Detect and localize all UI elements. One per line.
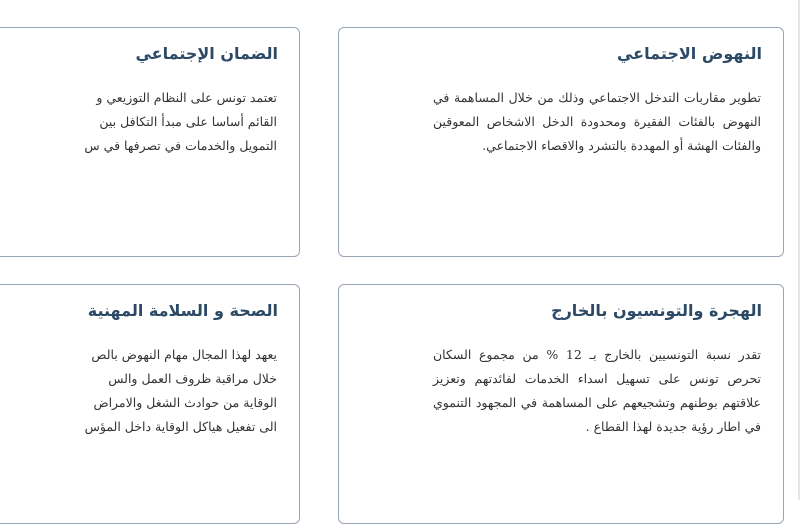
card-migration-tunisians-abroad[interactable] xyxy=(338,284,784,524)
card-body: تطوير مقاربات التدخل الاجتماعي وذلك من خلال المساهمة في النهوض بالفئات الفقيرة ومحدودة الدخل الاشخاص المعوقين والفئات الهشة أو المهددة بالتشرد والاقصاء الاجتماعي. xyxy=(433,90,761,153)
card-body-line: الى تفعيل هياكل الوقاية داخل المؤس xyxy=(84,419,277,434)
card-body-line: خلال مراقبة ظروف العمل والس xyxy=(108,371,277,386)
card-body-line: الوقاية من حوادث الشغل والامراض xyxy=(93,395,277,410)
card-occupational-health-safety[interactable] xyxy=(0,284,300,524)
card-title[interactable]: الضمان الإجتماعي xyxy=(135,44,278,63)
card-social-promotion[interactable] xyxy=(338,27,784,257)
card-title[interactable]: الصحة و السلامة المهنية xyxy=(87,301,278,320)
card-body-line: التمويل والخدمات في تصرفها في س xyxy=(84,138,277,153)
card-social-security[interactable] xyxy=(0,27,300,257)
card-title[interactable]: الهجرة والتونسيون بالخارج xyxy=(551,301,762,320)
card-body-line: يعهد لهذا المجال مهام النهوض بالص xyxy=(91,347,277,362)
card-body xyxy=(84,86,277,158)
card-title[interactable]: النهوض الاجتماعي xyxy=(616,44,762,63)
card-body: تقدر نسبة التونسيين بالخارج بـ 12 % من مجموع السكان تحرص تونس على تسهيل اسداء الخدمات لفائدتهم وتعزيز علاقتهم بوطنهم وتشجيعهم على المساهمة في المجهود التنموي في اطار رؤية جديدة لهذا القطاع . xyxy=(433,347,761,434)
card-body xyxy=(85,343,277,439)
card-body-line: تعتمد تونس على النظام التوزيعي و xyxy=(96,90,277,105)
card-body-line: القائم أساسا على مبدأ التكافل بين xyxy=(99,114,277,129)
